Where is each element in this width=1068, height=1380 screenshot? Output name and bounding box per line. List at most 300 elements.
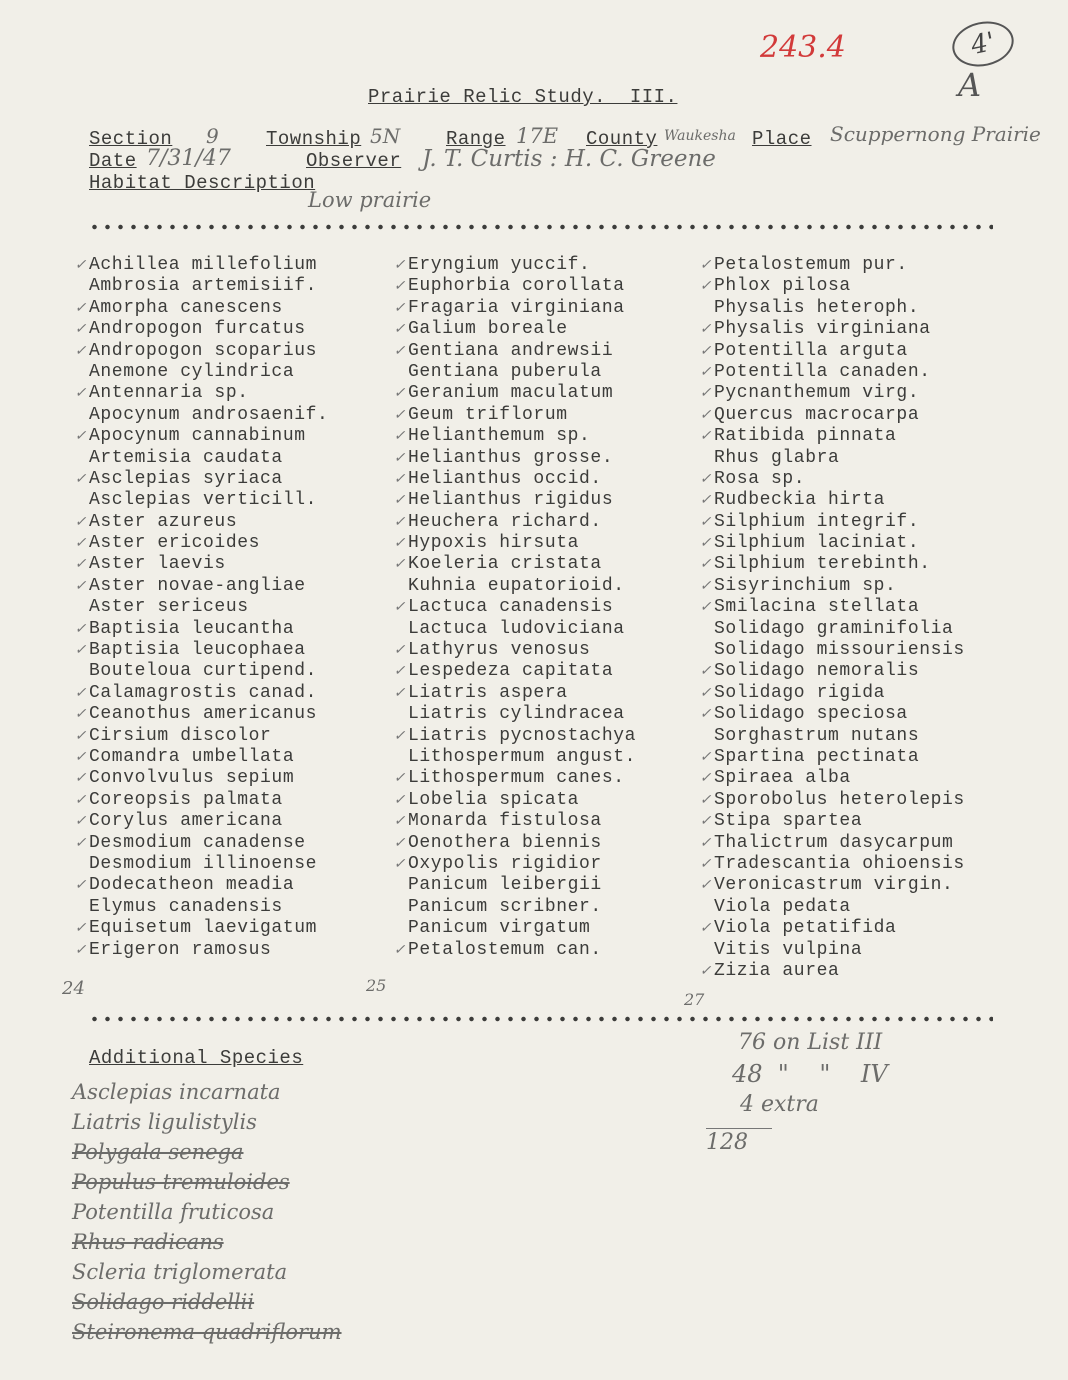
species-name: Lactuca ludoviciana [408, 618, 625, 639]
checkmark-icon: ✓ [74, 577, 87, 594]
species-name: Geranium maculatum [408, 383, 614, 404]
species-row [699, 960, 965, 982]
species-row [393, 426, 636, 447]
species-row [393, 725, 637, 747]
checkmark-icon: ✓ [699, 877, 712, 894]
checkmark-icon: ✓ [393, 470, 406, 487]
species-row [74, 918, 328, 939]
species-row [393, 811, 636, 832]
species-name: Spiraea alba [714, 768, 851, 789]
species-name: Petalostemum can. [408, 939, 602, 960]
species-name: Spartina pectinata [714, 746, 920, 767]
species-row [393, 297, 636, 319]
species-name: Lespedeza capitata [408, 661, 614, 682]
species-row [74, 746, 328, 768]
species-name: Sorghastrum nutans [714, 725, 920, 746]
species-row [714, 448, 965, 469]
checkmark-icon: ✓ [393, 791, 406, 808]
species-row [74, 575, 328, 597]
separator-top [88, 224, 993, 230]
species-name: Pycnanthemum virg. [714, 383, 920, 404]
species-name: Equisetum laevigatum [89, 918, 318, 939]
species-name: Smilacina stellata [714, 597, 920, 618]
species-row [393, 554, 636, 575]
species-name: Petalostemum pur. [714, 255, 908, 275]
species-name: Viola pedata [714, 896, 851, 917]
habitat-label: Habitat Description [89, 172, 316, 194]
species-row [393, 404, 636, 426]
checkmark-icon: ✓ [74, 684, 87, 701]
additional-species-item: Steironema quadriflorum [72, 1320, 342, 1344]
checkmark-icon: ✓ [699, 770, 712, 787]
species-name: Solidago missouriensis [714, 640, 965, 661]
checkmark-icon: ✓ [393, 684, 406, 701]
species-name: Sporobolus heterolepis [714, 789, 965, 810]
species-row [714, 640, 965, 661]
species-name: Helianthemum sp. [408, 426, 591, 447]
species-name: Anemone cylindrica [89, 361, 295, 382]
species-row [74, 939, 328, 961]
species-row [74, 640, 328, 661]
species-row [393, 640, 636, 661]
species-row [74, 383, 328, 404]
species-column-1 [74, 255, 329, 961]
species-row [699, 404, 965, 426]
checkmark-icon: ✓ [699, 278, 712, 295]
species-name: Elymus canadensis [89, 896, 283, 917]
species-row [408, 704, 636, 725]
species-name: Comandra umbellata [89, 746, 295, 767]
checkmark-icon: ✓ [393, 663, 406, 680]
species-row [699, 340, 965, 362]
species-row [74, 255, 328, 276]
species-name: Baptisia leucophaea [89, 640, 306, 661]
species-name: Monarda fistulosa [408, 811, 602, 832]
checkmark-icon: ✓ [699, 363, 712, 380]
species-name: Calamagrostis canad. [89, 682, 318, 703]
species-row [699, 319, 965, 340]
species-row [89, 854, 328, 875]
checkmark-icon: ✓ [393, 385, 406, 402]
township-value: 5N [370, 124, 401, 148]
checkmark-icon: ✓ [699, 748, 712, 765]
species-row [699, 704, 965, 725]
checkmark-icon: ✓ [699, 684, 712, 701]
checkmark-icon: ✓ [393, 492, 406, 509]
species-name: Lactuca canadensis [408, 597, 614, 618]
page-title: Prairie Relic Study. III. [368, 86, 678, 108]
checkmark-icon: ✓ [699, 385, 712, 402]
observer-label: Observer [306, 150, 402, 172]
species-name: Koeleria cristata [408, 554, 602, 575]
species-name: Rhus glabra [714, 447, 840, 468]
county-label: County [586, 128, 658, 150]
checkmark-icon: ✓ [699, 962, 712, 979]
species-row [699, 918, 965, 939]
range-label: Range [446, 128, 506, 150]
checkmark-icon: ✓ [74, 877, 87, 894]
checkmark-icon: ✓ [74, 385, 87, 402]
species-row [699, 746, 965, 768]
checkmark-icon: ✓ [74, 513, 87, 530]
species-name: Hypoxis hirsuta [408, 533, 580, 554]
checkmark-icon: ✓ [74, 834, 87, 851]
species-row [699, 853, 965, 875]
species-row [74, 875, 328, 896]
species-name: Stipa spartea [714, 811, 863, 832]
checkmark-icon: ✓ [699, 406, 712, 423]
species-name: Silphium laciniat. [714, 533, 920, 554]
species-name: Panicum scribner. [408, 896, 602, 917]
observer-value: J. T. Curtis : H. C. Greene [422, 146, 716, 172]
checkmark-icon: ✓ [393, 941, 406, 958]
species-name: Veronicastrum virgin. [714, 875, 954, 896]
species-name: Aster ericoides [89, 533, 261, 554]
species-row [699, 490, 965, 511]
additional-species-item: Potentilla fruticosa [72, 1200, 275, 1224]
species-name: Baptisia leucantha [89, 618, 295, 639]
checkmark-icon: ✓ [393, 556, 406, 573]
species-row [714, 940, 965, 961]
checkmark-icon: ✓ [74, 920, 87, 937]
checkmark-icon: ✓ [74, 535, 87, 552]
sheet-letter: A [958, 66, 982, 104]
species-name: Viola petatifida [714, 918, 897, 939]
checkmark-icon: ✓ [393, 642, 406, 659]
checkmark-icon: ✓ [699, 599, 712, 616]
species-name: Panicum leibergii [408, 875, 602, 896]
species-row [699, 682, 965, 704]
date-label: Date [89, 150, 137, 172]
section-label: Section [89, 128, 173, 150]
checkmark-icon: ✓ [74, 727, 87, 744]
additional-species-item: Rhus radicans [72, 1230, 224, 1254]
species-row [714, 619, 965, 640]
circled-number-text: 4' [968, 26, 998, 62]
separator-bottom [88, 1016, 993, 1022]
species-name: Euphorbia corollata [408, 276, 625, 297]
catalog-number: 243.4 [760, 30, 846, 65]
species-row [408, 747, 636, 768]
species-row [89, 362, 328, 383]
checkmark-icon: ✓ [74, 299, 87, 316]
species-row [74, 297, 328, 319]
species-name: Aster sericeus [89, 597, 249, 618]
species-name: Panicum virgatum [408, 918, 591, 939]
checkmark-icon: ✓ [393, 513, 406, 530]
species-name: Ambrosia artemisiif. [89, 276, 318, 297]
species-row [393, 789, 636, 811]
species-row [408, 918, 636, 939]
county-value: Waukesha [664, 128, 736, 144]
checkmark-icon: ✓ [699, 920, 712, 937]
species-name: Potentilla arguta [714, 340, 908, 361]
species-row [393, 468, 636, 490]
species-name: Amorpha canescens [89, 297, 283, 318]
species-row [89, 448, 328, 469]
species-name: Aster laevis [89, 554, 226, 575]
checkmark-icon: ✓ [393, 278, 406, 295]
species-row [714, 897, 965, 918]
species-name: Lithospermum angust. [408, 746, 637, 767]
species-name: Artemisia caudata [89, 447, 283, 468]
species-name: Oxypolis rigidior [408, 853, 602, 874]
species-name: Solidago speciosa [714, 704, 908, 725]
column-1-count: 24 [62, 978, 85, 999]
species-row [74, 618, 328, 640]
species-name: Heuchera richard. [408, 511, 602, 532]
species-row [699, 554, 965, 575]
checkmark-icon: ✓ [393, 813, 406, 830]
checkmark-icon: ✓ [393, 428, 406, 445]
species-name: Dodecatheon meadia [89, 875, 295, 896]
additional-species-item: Liatris ligulistylis [72, 1110, 257, 1134]
species-row [393, 853, 636, 875]
species-name: Erigeron ramosus [89, 939, 272, 960]
species-name: Gentiana andrewsii [408, 340, 614, 361]
additional-species-item: Scleria triglomerata [72, 1260, 288, 1284]
species-name: Potentilla canaden. [714, 361, 931, 382]
species-row [393, 832, 636, 854]
species-row [74, 768, 328, 789]
species-name: Ceanothus americanus [89, 704, 318, 725]
species-name: Antennaria sp. [89, 383, 249, 404]
checkmark-icon: ✓ [699, 257, 712, 273]
species-name: Galium boreale [408, 319, 568, 340]
township-label: Township [266, 128, 362, 150]
species-row [74, 789, 328, 811]
species-row [393, 255, 636, 276]
species-row [89, 597, 328, 618]
species-row [74, 725, 328, 747]
species-name: Achillea millefolium [89, 255, 318, 275]
checkmark-icon: ✓ [393, 342, 406, 359]
species-name: Silphium terebinth. [714, 554, 931, 575]
species-name: Andropogon furcatus [89, 319, 306, 340]
species-row [74, 832, 328, 854]
species-row [408, 576, 636, 597]
checkmark-icon: ✓ [74, 620, 87, 637]
place-value: Scuppernong Prairie [830, 122, 1041, 146]
totals-line-1: 76 on List III [738, 1030, 883, 1055]
species-name: Zizia aurea [714, 960, 840, 981]
species-name: Lathyrus venosus [408, 640, 591, 661]
checkmark-icon: ✓ [699, 513, 712, 530]
additional-species-label: Additional Species [89, 1047, 304, 1069]
species-name: Phlox pilosa [714, 276, 851, 297]
circled-page-number [948, 16, 1018, 72]
species-name: Aster novae-angliae [89, 575, 306, 596]
checkmark-icon: ✓ [74, 642, 87, 659]
species-row [393, 511, 636, 533]
species-name: Corylus americana [89, 811, 283, 832]
species-row [699, 533, 965, 554]
checkmark-icon: ✓ [74, 770, 87, 787]
checkmark-icon: ✓ [699, 855, 712, 872]
checkmark-icon: ✓ [393, 257, 406, 273]
species-row [393, 768, 636, 789]
checkmark-icon: ✓ [699, 342, 712, 359]
species-name: Geum triflorum [408, 404, 568, 425]
additional-species-item: Asclepias incarnata [72, 1080, 281, 1104]
species-row [699, 426, 965, 447]
species-name: Solidago graminifolia [714, 618, 954, 639]
totals-sum: 128 [706, 1130, 748, 1155]
species-row [699, 383, 965, 404]
checkmark-icon: ✓ [74, 257, 87, 273]
species-name: Desmodium illinoense [89, 853, 318, 874]
species-name: Silphium integrif. [714, 511, 920, 532]
species-name: Physalis virginiana [714, 319, 931, 340]
range-value: 17E [516, 124, 559, 148]
checkmark-icon: ✓ [393, 299, 406, 316]
species-name: Solidago nemoralis [714, 661, 920, 682]
species-name: Liatris aspera [408, 682, 568, 703]
species-row [89, 490, 328, 511]
species-row [393, 340, 636, 362]
species-row [699, 789, 965, 811]
species-row [74, 682, 328, 704]
checkmark-icon: ✓ [74, 428, 87, 445]
species-name: Lithospermum canes. [408, 768, 625, 789]
species-name: Thalictrum dasycarpum [714, 832, 954, 853]
species-name: Apocynum androsaenif. [89, 404, 329, 425]
species-row [74, 811, 328, 832]
species-row [699, 597, 965, 618]
species-row [89, 405, 328, 426]
checkmark-icon: ✓ [699, 321, 712, 338]
species-row [393, 533, 636, 554]
habitat-value: Low prairie [308, 188, 432, 212]
species-name: Helianthus rigidus [408, 490, 614, 511]
species-name: Gentiana puberula [408, 361, 602, 382]
species-row [699, 575, 965, 597]
species-row [89, 661, 328, 682]
species-name: Rosa sp. [714, 468, 806, 489]
species-row [699, 276, 965, 297]
checkmark-icon: ✓ [393, 727, 406, 744]
species-row [393, 276, 636, 297]
species-column-2 [393, 255, 637, 961]
checkmark-icon: ✓ [74, 342, 87, 359]
species-row [393, 319, 636, 340]
checkmark-icon: ✓ [393, 406, 406, 423]
species-row [393, 661, 636, 682]
checkmark-icon: ✓ [699, 834, 712, 851]
species-name: Physalis heteroph. [714, 297, 920, 318]
checkmark-icon: ✓ [699, 577, 712, 594]
species-row [714, 298, 965, 319]
column-3-count: 27 [684, 990, 705, 1009]
species-row [408, 875, 636, 896]
species-row [699, 811, 965, 832]
species-name: Sisyrinchium sp. [714, 575, 897, 596]
species-name: Rudbeckia hirta [714, 490, 886, 511]
checkmark-icon: ✓ [699, 556, 712, 573]
species-name: Vitis vulpina [714, 939, 863, 960]
checkmark-icon: ✓ [699, 813, 712, 830]
species-name: Liatris cylindracea [408, 704, 625, 725]
checkmark-icon: ✓ [74, 706, 87, 723]
species-row [699, 511, 965, 533]
checkmark-icon: ✓ [699, 663, 712, 680]
checkmark-icon: ✓ [393, 834, 406, 851]
species-name: Bouteloua curtipend. [89, 661, 318, 682]
checkmark-icon: ✓ [74, 321, 87, 338]
checkmark-icon: ✓ [393, 535, 406, 552]
species-name: Kuhnia eupatorioid. [408, 575, 625, 596]
species-row [89, 897, 328, 918]
additional-species-item: Populus tremuloides [72, 1170, 290, 1194]
species-row [393, 383, 636, 404]
checkmark-icon: ✓ [74, 941, 87, 958]
section-value: 9 [206, 124, 219, 148]
checkmark-icon: ✓ [699, 428, 712, 445]
species-row [408, 619, 636, 640]
species-name: Eryngium yuccif. [408, 255, 591, 275]
species-row [74, 426, 328, 447]
species-row [408, 362, 636, 383]
species-name: Cirsium discolor [89, 725, 272, 746]
species-name: Solidago rigida [714, 682, 886, 703]
checkmark-icon: ✓ [74, 748, 87, 765]
species-row [699, 361, 965, 383]
checkmark-icon: ✓ [699, 492, 712, 509]
species-row [714, 726, 965, 747]
species-name: Andropogon scoparius [89, 340, 318, 361]
totals-rule [706, 1128, 772, 1129]
species-name: Desmodium canadense [89, 832, 306, 853]
checkmark-icon: ✓ [74, 556, 87, 573]
species-name: Ratibida pinnata [714, 426, 897, 447]
species-row [699, 875, 965, 896]
additional-species-item: Polygala senega [72, 1140, 244, 1164]
species-column-3 [699, 255, 965, 982]
date-value: 7/31/47 [146, 146, 231, 171]
totals-line-2: 48 " " IV [732, 1060, 888, 1088]
species-name: Tradescantia ohioensis [714, 853, 965, 874]
species-name: Liatris pycnostachya [408, 725, 637, 746]
species-name: Asclepias syriaca [89, 468, 283, 489]
species-row [408, 897, 636, 918]
species-name: Asclepias verticill. [89, 490, 318, 511]
totals-line-3: 4 extra [740, 1092, 819, 1117]
species-name: Lobelia spicata [408, 789, 580, 810]
checkmark-icon: ✓ [74, 470, 87, 487]
species-row [699, 255, 965, 276]
species-row [89, 276, 328, 297]
species-name: Convolvulus sepium [89, 768, 295, 789]
species-row [74, 554, 328, 575]
checkmark-icon: ✓ [393, 449, 406, 466]
checkmark-icon: ✓ [393, 599, 406, 616]
species-row [74, 340, 328, 362]
species-row [699, 661, 965, 682]
additional-species-item: Solidago riddellii [72, 1290, 255, 1314]
species-name: Quercus macrocarpa [714, 404, 920, 425]
species-row [74, 511, 328, 533]
checkmark-icon: ✓ [74, 813, 87, 830]
species-name: Helianthus occid. [408, 468, 602, 489]
species-row [74, 319, 328, 340]
checkmark-icon: ✓ [393, 770, 406, 787]
species-row [393, 939, 636, 961]
species-row [699, 832, 965, 854]
species-row [393, 682, 636, 704]
checkmark-icon: ✓ [393, 855, 406, 872]
checkmark-icon: ✓ [699, 706, 712, 723]
species-name: Apocynum cannabinum [89, 426, 306, 447]
